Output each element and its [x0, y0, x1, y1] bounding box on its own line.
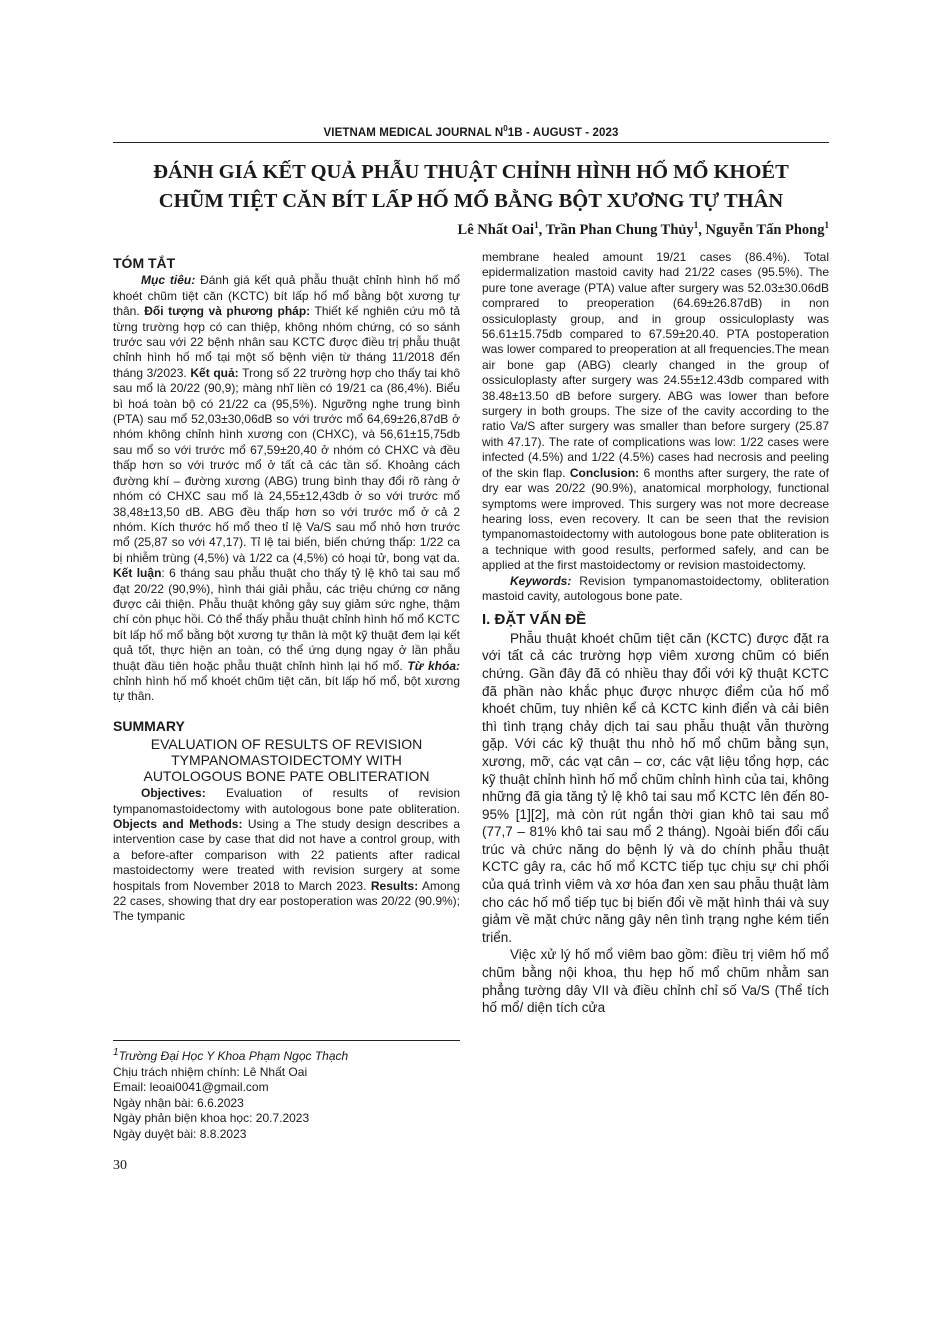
intro-paragraph-1: Phẫu thuật khoét chũm tiệt căn (KCTC) được đặt ra với tất cả các trường hợp viêm xương chũm có biến chứng. Gần đây đã có nhiều thay đổi với kỹ thuật KCTC đã phần nào khắc phục được nhược điểm của hố mổ khoét chũm, tuy nhiên kể cả KCTC kinh điển và cải biên thì tình trạng chảy dịch tai sau phẫu thuật vẫn thường gặp. Với các kỹ thuật thu nhỏ hố mổ chũm bằng sụn, xương, mỡ, các vạt cân – cơ, các vật liệu tổng hợp, các kỹ thuật chỉnh hình hố mổ chũm chỉnh hình của tai, không những đã gia tăng tỷ lệ khô tai sau mổ KCTC lên đến 80-95% [1][2], mà còn rút ngắn thời gian khô tai sau mổ (77,7 – 81% khô tai sau mổ 2 tháng). Ngoài biến đổi cấu trúc và chức năng do bệnh lý và do chính phẫu thuật KCTC gây ra, các hố mổ KCTC tiếp tục chịu sự chi phối của quá trình viêm và xơ hóa đan xen sau phẫu thuật làm cho các hố mổ tiếp tục bị biến đổi về mặt hình thái và suy giảm về mặt chức năng gây nên tình trạng nghe kém tiến triển.	[482, 630, 829, 945]
summary-title-line: EVALUATION OF RESULTS OF REVISION	[150, 736, 423, 753]
summary-title-line: AUTOLOGOUS BONE PATE OBLITERATION	[143, 768, 430, 785]
summary-keywords	[482, 574, 829, 605]
intro-paragraph-2: Việc xử lý hố mổ viêm bao gồm: điều trị viêm hố mổ chũm bằng nội khoa, thu hẹp hố mổ chũm nhằm san phẳng tường dây VII và điều chỉnh chỉ số Va/S (Thể tích hố mổ/ diện tích cửa	[482, 947, 829, 1016]
summary-methods-text: Using a The study design describes a intervention case by case that did not have a control group, with a before-after comparison with 22 patients after radical mastoidectomy were treated with revision surgery at some hospitals from November 2018 to March 2023.	[113, 817, 460, 893]
objective-text: Đánh giá kết quả phẫu thuật chỉnh hình hố mổ khoét chũm tiệt căn (KCTC) bít lấp hố mổ bằng bột xương tự thân.	[113, 273, 461, 319]
author-name: Nguyễn Tấn Phong	[705, 221, 825, 238]
summary-keywords-label: Keywords:	[510, 573, 572, 588]
affiliation-sup: 1	[113, 1047, 119, 1058]
accepted-date: Ngày duyệt bài: 8.8.2023	[113, 1126, 247, 1141]
results-text: Trong số 22 trường hợp cho thấy tai khô sau mổ là 20/22 (90,9); màng nhĩ liền có 19/21 ca (86,4%). Biểu bì hoá toàn bộ có 21/22 ca (95,5%). Ngưỡng nghe trung bình (PTA) sau mổ 52,03±30,06dB so với trước mổ 64,69±26,87dB ở nhóm không chỉnh hình xương con (CHXC), và 56,61±15,75db sau mổ so với trước mổ 67,59±20,40 ở nhóm có CHXC và đều thấp hơn so với trước mổ ở tất cả các tần số. Khoảng cách đường khí – đường xương (ABG) trung bình thay đổi rõ ràng ở nhóm có CHXC sau mổ là 24,55±12,43db ở so với trước mổ 38,48±13,50 dB. ABG đều thấp hơn so với trước mổ ở cả 2 nhóm. Kích thước hố mổ theo tỉ lệ Va/S sau mổ nhỏ hơn trước mổ (25,87 so với 47,17). Tỉ lệ tai biến, biến chứng thấp: 1/22 ca bị nhiễm trùng (4,5%) và 1/22 ca (4,5%) có hoại tử, bong vạt da.	[113, 365, 461, 565]
summary-conclusion-text: 6 months after surgery, the rate of dry ear was 20/22 (90.9%), anatomical morphology, functional symptoms were improved. This surgery was not more decrease hearing loss, even recovery. It can be seen that the revision tympanomastoidectomy with autologous bone pate obliteration is a technique with good results, performed safely, and can be applied at the first mastoidectomy or revision mastoidectomy.	[482, 465, 830, 573]
received-date: Ngày nhận bài: 6.6.2023	[113, 1095, 244, 1110]
email-line: Email: leoai0041@gmail.com	[113, 1080, 269, 1095]
journal-header-issue: 1B - AUGUST - 2023	[507, 126, 619, 139]
footnotes	[113, 1040, 460, 1143]
corresponding-author: Chịu trách nhiệm chính: Lê Nhất Oai	[113, 1064, 308, 1079]
conclusion-label: Kết luận	[113, 566, 162, 581]
summary-body-part1	[113, 786, 460, 925]
summary-results-start: Among 22 cases, showing that dry ear postoperation was 20/22 (90.9%); The tympanic	[113, 878, 460, 924]
right-column	[482, 250, 829, 1017]
author-name: Lê Nhất Oai	[457, 221, 535, 238]
conclusion-text: : 6 tháng sau phẫu thuật cho thấy tỷ lệ khô tai sau mổ đạt 20/22 (90,9%), hình thái giải phẫu, các triệu chứng cơ năng được cải thiện. Phẫu thuật không gây suy giảm sức nghe, thậm chí còn phục hồi. Có thể thấy phẫu thuật chỉnh hình hố mổ KCTC bít lấp hố mổ bằng bột xương tự thân là một kỹ thuật đem lại kết quả tốt, thực hiện an toàn, có thể ứng dụng ngay ở lần phẫu thuật đầu tiên hoặc phẫu thuật chỉnh hình lại hố mổ.	[113, 566, 460, 673]
author-separator: ,	[538, 221, 546, 238]
results-label: Kết quả:	[190, 365, 239, 380]
article-title	[113, 158, 829, 216]
intro-heading: I. ĐẶT VẤN ĐỀ	[482, 611, 587, 629]
objectives-text: Evaluation of results of revision tympanomastoidectomy with autologous bone pate obliteration.	[113, 786, 460, 816]
objectives-label: Objectives:	[141, 786, 206, 801]
keywords-label: Từ khóa:	[407, 658, 460, 673]
summary-keywords-text: Revision tympanomastoidectomy, obliteration mastoid cavity, autologous bone pate.	[482, 573, 829, 603]
author-separator: ,	[698, 221, 706, 238]
affiliation-footnote	[113, 1045, 460, 1065]
objective-label: Mục tiêu:	[141, 273, 196, 288]
author-list	[330, 220, 829, 239]
abstract-vi-heading: TÓM TẮT	[113, 255, 176, 271]
left-column	[113, 250, 460, 925]
abstract-vi-body	[113, 273, 460, 704]
summary-results-cont: membrane healed amount 19/21 cases (86.4%). Total epidermalization mastoid cavity had 21/22 cases (95.5%). The pure tone average (PTA) value after surgery was 52.03±30.06dB comprared to preoperation (64.69±26.87dB) in non ossiculoplasty group, and in group ossiculoplasty was 56.61±15.75db compared to 67.59±20.40. PTA postoperation was lower compared to preoperation at all frequencies.The mean air bone gap (ABG) clearly changed in the group of ossiculoplasty after surgery was 24.55±12.43db compared with 38.48±13.50 dB before surgery. ABG was lower than before surgery in both groups. The size of the cavity according to the ratio Va/S after surgery was smaller than before surgery (25.87 with 47.17). The rate of complications was low: 1/22 cases were infected (4.5%) and 1/22 (4.5%) cases had necrosis and peeling of the skin flap.	[482, 250, 829, 480]
journal-header	[113, 124, 829, 143]
methods-text: Thiết kế nghiên cứu mô tả từng trường hợp có can thiệp, không nhóm chứng, có so sánh trước sau với 22 bệnh nhân sau KCTC được điều trị phẫu thuật chỉnh hình hố mổ tại một số bệnh viện từ tháng 11/2018 đến tháng 3/2023.	[113, 304, 460, 380]
article-title-line2: CHŨM TIỆT CĂN BÍT LẤP HỐ MỔ BẰNG BỘT XƯƠNG TỰ THÂN	[158, 190, 784, 212]
summary-heading: SUMMARY	[113, 717, 185, 734]
author-name: Trần Phan Chung Thủy	[545, 221, 694, 238]
methods-label: Đối tượng và phương pháp:	[144, 304, 311, 319]
article-title-line1: ĐÁNH GIÁ KẾT QUẢ PHẪU THUẬT CHỈNH HÌNH HỐ MỔ KHOÉT	[153, 161, 789, 183]
summary-title-line: TYMPANOMASTOIDECTOMY WITH	[171, 752, 402, 769]
author-affiliation-sup: 1	[824, 220, 829, 230]
page-number: 30	[113, 1158, 127, 1173]
author-affiliation-sup: 1	[693, 220, 699, 230]
reviewed-date: Ngày phản biện khoa học: 20.7.2023	[113, 1111, 310, 1126]
journal-header-text: VIETNAM MEDICAL JOURNAL N	[323, 126, 504, 139]
summary-conclusion-label: Conclusion:	[569, 465, 640, 480]
summary-body-part2	[482, 250, 829, 574]
summary-methods-label: Objects and Methods:	[113, 817, 243, 831]
author-affiliation-sup: 1	[534, 220, 539, 230]
affiliation-text: Trường Đại Học Y Khoa Phạm Ngọc Thạch	[118, 1049, 349, 1063]
summary-results-label: Results:	[370, 878, 419, 893]
summary-title	[113, 736, 460, 784]
keywords-text: chỉnh hình hố mổ khoét chũm tiệt căn, bít lấp hố mổ, bột xương tự thân.	[113, 673, 460, 704]
issue-number-sup: 0	[503, 124, 508, 133]
